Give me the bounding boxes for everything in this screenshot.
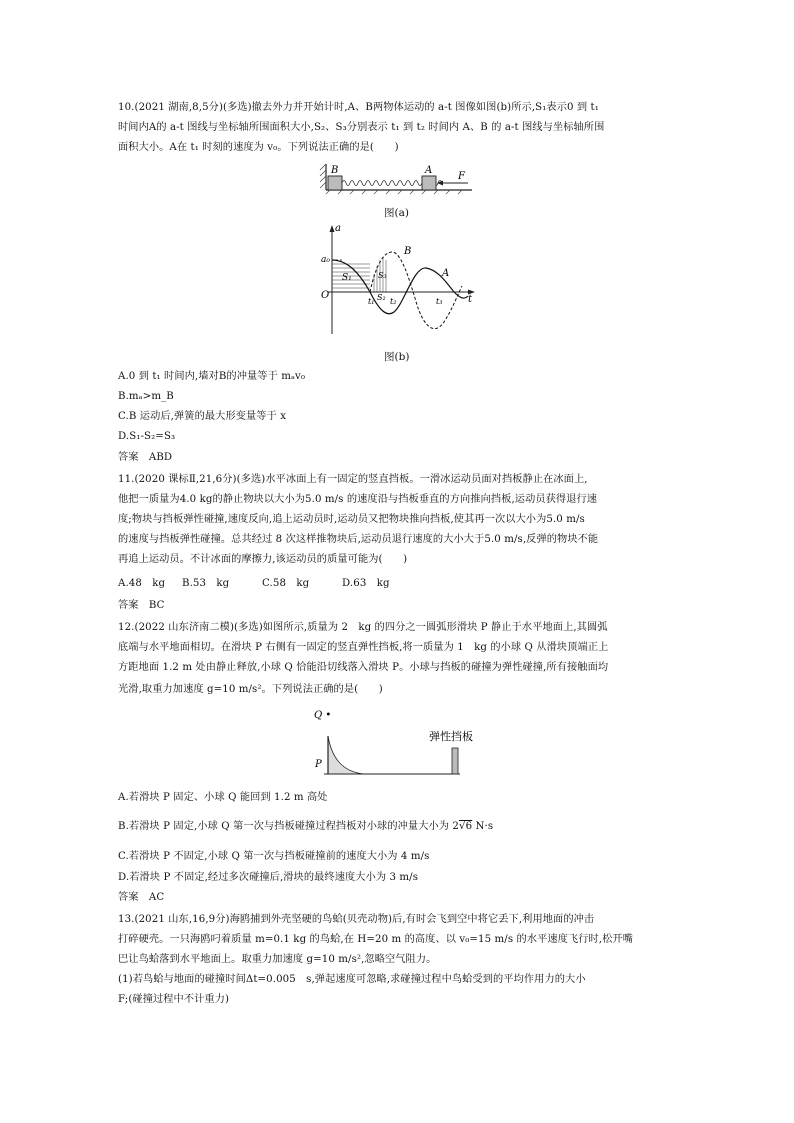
label-curve-a: A	[442, 268, 450, 279]
q11-line-1: 11.(2020 课标Ⅱ,21,6分)(多选)水平冰面上有一固定的竖直挡板。一滑冰运动员面对挡板静止在冰面上,	[118, 474, 588, 485]
label-f: F	[458, 171, 465, 182]
label-s3: S₃	[378, 271, 387, 280]
q10-answer: 答案 ABD	[118, 452, 173, 463]
label-b: B	[331, 165, 339, 176]
q11-line-3: 度;物块与挡板弹性碰撞,速度反向,追上运动员时,运动员又把物块推向挡板,使其再一次以大小为5.0 m/s	[118, 514, 585, 525]
label-p: P	[315, 759, 322, 770]
wall-hatch	[320, 164, 326, 188]
q13-line-3: 巴让鸟蛤落到水平地面上。取重力加速度 g=10 m/s²,忽略空气阻力。	[118, 954, 437, 965]
q11-line-2: 他把一质量为4.0 kg的静止物块以大小为5.0 m/s 的速度沿与挡板垂直的方向推向挡板,运动员获得退行速	[118, 494, 598, 505]
label-a: A	[425, 165, 433, 176]
block-a	[422, 176, 436, 190]
ground-hatch	[326, 190, 462, 194]
label-axis-t: t	[468, 294, 473, 305]
q10-option-b: B.mₐ>m_B	[118, 391, 174, 402]
q12-line-3: 方距地面 1.2 m 处由静止释放,小球 Q 恰能沿切线落入滑块 P。小球与挡板的碰撞为弹性碰撞,所有接触面均	[118, 662, 609, 673]
q10-line-2: 时间内A的 a-t 图线与坐标轴所围面积大小,S₂、S₃分别表示 t₁ 到 t₂ 时间内 A、B 的 a-t 图线与坐标轴所围	[118, 122, 605, 133]
q10-option-a: A.0 到 t₁ 时间内,墙对B的冲量等于 mₐv₀	[118, 371, 306, 382]
label-origin: O	[321, 290, 330, 301]
q12-answer: 答案 AC	[118, 892, 165, 903]
q10-line-1: 10.(2021 湖南,8,5分)(多选)撤去外力并开始计时,A、B两物体运动的 a-t 图像如图(b)所示,S₁表示0 到 t₁	[118, 102, 599, 113]
label-s2: S₂	[377, 293, 386, 302]
label-a0: a₀	[321, 255, 330, 265]
curve-b	[370, 252, 462, 329]
q11-options	[118, 577, 390, 591]
q13-line-4: (1)若鸟蛤与地面的碰撞时间Δt=0.005 s,弹起速度可忽略,求碰撞过程中鸟蛤受到的平均作用力的大小	[118, 974, 586, 985]
q12-option-b-root: √6	[459, 821, 473, 832]
q12-line-2: 底端与水平地面相切。在滑块 P 右侧有一固定的竖直弹性挡板,将一质量为 1 kg 的小球 Q 从滑块顶端正上	[118, 642, 609, 653]
q11-answer: 答案 BC	[118, 600, 165, 611]
elastic-wall	[452, 748, 458, 774]
q12-line-1: 12.(2022 山东济南二模)(多选)如图所示,质量为 2 kg 的四分之一圆弧形滑块 P 静止于水平地面上,其圆弧	[118, 622, 608, 633]
label-s1: S₁	[342, 273, 352, 283]
force-arrowhead	[437, 181, 443, 186]
figure-b-at-graph	[318, 222, 478, 342]
a-axis-arrow	[330, 225, 335, 232]
label-axis-a: a	[335, 223, 341, 234]
label-t1: t₁	[368, 297, 375, 306]
q11-line-5: 再追上运动员。不计冰面的摩擦力,该运动员的质量可能为( )	[118, 554, 408, 565]
q12-option-b	[118, 820, 493, 834]
q12-option-c: C.若滑块 P 不固定,小球 Q 第一次与挡板碰撞前的速度大小为 4 m/s	[118, 851, 430, 862]
label-elastic-wall: 弹性挡板	[429, 730, 473, 743]
q13-line-5: F;(碰撞过程中不计重力)	[118, 994, 230, 1005]
slider-p	[328, 736, 364, 774]
q11-line-4: 的速度与挡板弹性碰撞。总共经过 8 次这样推物块后,运动员退行速度的大小大于5.0 m/s,反弹的物块不能	[118, 534, 599, 545]
q12-option-a: A.若滑块 P 固定、小球 Q 能回到 1.2 m 高处	[118, 792, 328, 803]
q12-option-b-text: B.若滑块 P 固定,小球 Q 第一次与挡板碰撞过程挡板对小球的冲量大小为 2	[118, 821, 459, 832]
label-q: Q •	[314, 710, 332, 721]
q12-line-4: 光滑,取重力加速度 g=10 m/s²。下列说法正确的是( )	[118, 684, 383, 695]
q12-option-b-unit: N·s	[472, 821, 494, 832]
q11-option-c: C.58 kg	[262, 578, 310, 589]
q10-line-3: 面积大小。A在 t₁ 时刻的速度为 v₀。下列说法正确的是( )	[118, 142, 399, 153]
label-t3: t₃	[436, 297, 443, 306]
q10-option-c: C.B 运动后,弹簧的最大形变量等于 x	[118, 411, 287, 422]
q12-figure	[310, 704, 490, 776]
label-t2: t₂	[390, 297, 397, 306]
q12-option-d: D.若滑块 P 不固定,经过多次碰撞后,滑块的最终速度大小为 3 m/s	[118, 872, 419, 883]
q10-option-d: D.S₁-S₂=S₃	[118, 431, 176, 442]
q13-line-2: 打碎硬壳。一只海鸥叼着质量 m=0.1 kg 的鸟蛤,在 H=20 m 的高度、以 v₀=15 m/s 的水平速度飞行时,松开嘴	[118, 934, 633, 945]
q11-option-a: A.48 kg	[118, 578, 166, 589]
figure-b-caption: 图(b)	[384, 351, 410, 363]
figure-a-caption: 图(a)	[384, 207, 409, 219]
q13-line-1: 13.(2021 山东,16,9分)海鸥捕到外壳坚硬的鸟蛤(贝壳动物)后,有时会飞到空中将它丢下,利用地面的冲击	[118, 914, 595, 925]
q11-option-d: D.63 kg	[342, 578, 390, 589]
label-curve-b: B	[404, 246, 412, 257]
block-b	[328, 176, 342, 190]
q11-option-b: B.53 kg	[182, 578, 230, 589]
figure-a-spring-diagram	[318, 160, 478, 198]
